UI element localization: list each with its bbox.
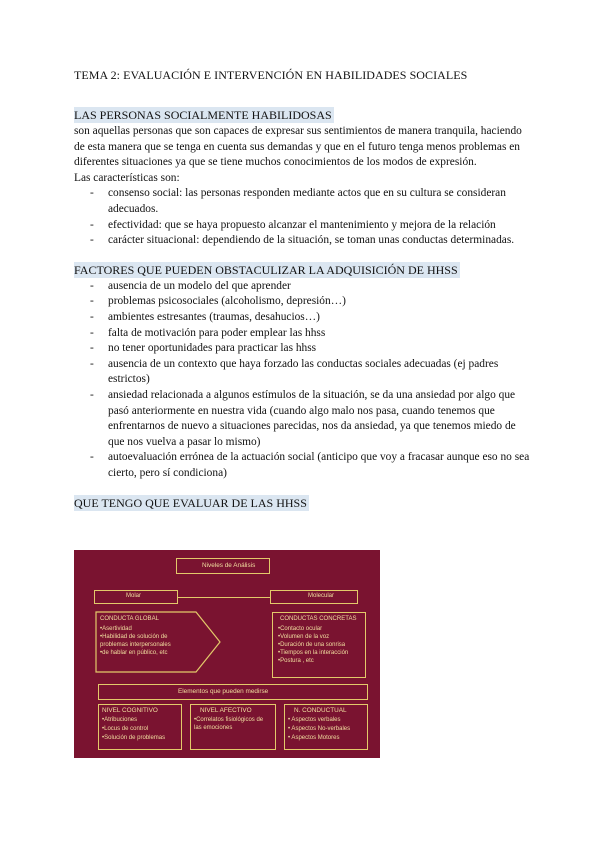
bullet: -	[90, 451, 94, 464]
cognitivo-item: •Solución de problemas	[102, 735, 166, 741]
conductual-item: • Aspectos No-verbales	[288, 726, 351, 732]
bullet: -	[90, 279, 94, 292]
section-obstacles	[74, 261, 534, 482]
molecular-label: Molecular	[308, 593, 335, 599]
list-item	[74, 233, 534, 249]
conductual-item: • Aspectos verbales	[288, 717, 341, 723]
global-item: problemas interpersonales	[100, 642, 171, 648]
concretas-title: CONDUCTAS CONCRETAS	[280, 616, 357, 622]
list-item-text: problemas psicosociales (alcoholismo, depresión…)	[108, 295, 346, 308]
global-item: •Asertividad	[100, 626, 132, 632]
concretas-item: •Volumen de la voz	[278, 634, 330, 640]
list-item	[74, 341, 534, 357]
list-item-text: consenso social: las personas responden mediante actos que en su cultura se consideran adecuados.	[108, 187, 506, 215]
niveles-label: Niveles de Análisis	[202, 562, 256, 569]
document-page	[74, 68, 534, 512]
concretas-item: •Postura , etc	[278, 658, 314, 664]
concretas-item: •Tiempos en la interacción	[278, 650, 349, 656]
list-item	[74, 310, 534, 326]
section-heading: LAS PERSONAS SOCIALMENTE HABILIDOSAS	[74, 108, 332, 122]
list-item-text: ambientes estresantes (traumas, desahucios…)	[108, 310, 320, 323]
list-item	[74, 294, 534, 310]
list-item	[74, 326, 534, 342]
list-item	[74, 388, 534, 450]
analysis-levels-diagram	[74, 550, 380, 758]
section-heading: QUE TENGO QUE EVALUAR DE LAS HHSS	[74, 496, 307, 511]
conductual-title: N. CONDUCTUAL	[294, 707, 347, 714]
arrow-connector	[178, 597, 270, 598]
section-socially-skilled	[74, 106, 534, 249]
paragraph: son aquellas personas que son capaces de expresar sus sentimientos de manera tranquila, haciendo de esta manera que se tenga en cuenta sus demandas y que en el futuro tenga menos problemas en diferentes situaciones ya que se tiene muchos conocimientos de los modos de expresión.	[74, 125, 522, 169]
bullet: -	[90, 388, 94, 401]
section-heading: FACTORES QUE PUEDEN OBSTACULIZAR LA ADQUISICIÓN DE HHSS	[74, 262, 458, 277]
bullet: -	[90, 295, 94, 308]
list-item-text: efectividad: que se haya propuesto alcanzar el mantenimiento y mejora de la relación	[108, 218, 496, 231]
molar-label: Molar	[126, 593, 142, 599]
bullet: -	[90, 234, 94, 247]
concretas-item: •Duración de una sonrisa	[278, 642, 346, 648]
section-evaluate	[74, 494, 534, 512]
list-item	[74, 186, 534, 217]
afectivo-item: las emociones	[194, 725, 233, 731]
bullet: -	[90, 342, 94, 355]
cognitivo-item: •Atribuciones	[102, 717, 138, 723]
bullet: -	[90, 187, 94, 200]
document-title: TEMA 2: EVALUACIÓN E INTERVENCIÓN EN HABILIDADES SOCIALES	[74, 68, 468, 82]
list-item-text: ausencia de un modelo del que aprender	[108, 279, 291, 292]
list-item	[74, 450, 534, 481]
conductual-item: • Aspectos Motores	[288, 735, 340, 741]
bullet: -	[90, 326, 94, 339]
bullet: -	[90, 218, 94, 231]
list-item	[74, 218, 534, 234]
characteristics-list	[74, 186, 534, 248]
cognitivo-item: •Locus de control	[102, 726, 149, 732]
list-item-text: carácter situacional: dependiendo de la situación, se toman unas conductas determinadas.	[108, 234, 515, 247]
concretas-item: •Contacto ocular	[278, 626, 323, 632]
list-item-text: ansiedad relacionada a algunos estímulos de la situación, se da una ansiedad por algo que pasó anteriormente en nuestra vida (cuando algo malo nos pasa, cuando tenemos que enfrentarnos de nuevo a situaciones parecidas, nos da ansiedad, ya que tenemos miedo de que nos vuelva a pasar lo mismo)	[108, 388, 516, 448]
list-item-text: ausencia de un contexto que haya forzado las conductas sociales adecuadas (ej padres estrictos)	[108, 357, 499, 386]
list-item-text: no tener oportunidades para practicar las hhss	[108, 342, 317, 355]
list-item-text: falta de motivación para poder emplear las hhss	[108, 326, 326, 339]
afectivo-item: •Correlatos fisiológicos de	[194, 717, 264, 723]
global-title: CONDUCTA GLOBAL	[100, 616, 159, 622]
obstacles-list	[74, 279, 534, 482]
global-item: •Habilidad de solución de	[100, 634, 168, 640]
bullet: -	[90, 310, 94, 323]
list-item	[74, 357, 534, 388]
global-item: •de hablar en público, etc	[100, 650, 168, 656]
bullet: -	[90, 357, 94, 370]
characteristics-intro: Las características son:	[74, 171, 180, 184]
cognitivo-title: NIVEL COGNITIVO	[102, 707, 158, 714]
list-item-text: autoevaluación errónea de la actuación social (anticipo que voy a fracasar aunque eso no sea cierto, pero sí condiciona)	[108, 451, 530, 479]
afectivo-title: NIVEL AFECTIVO	[200, 707, 252, 714]
list-item	[74, 279, 534, 295]
elementos-label: Elementos que pueden medirse	[178, 688, 269, 695]
